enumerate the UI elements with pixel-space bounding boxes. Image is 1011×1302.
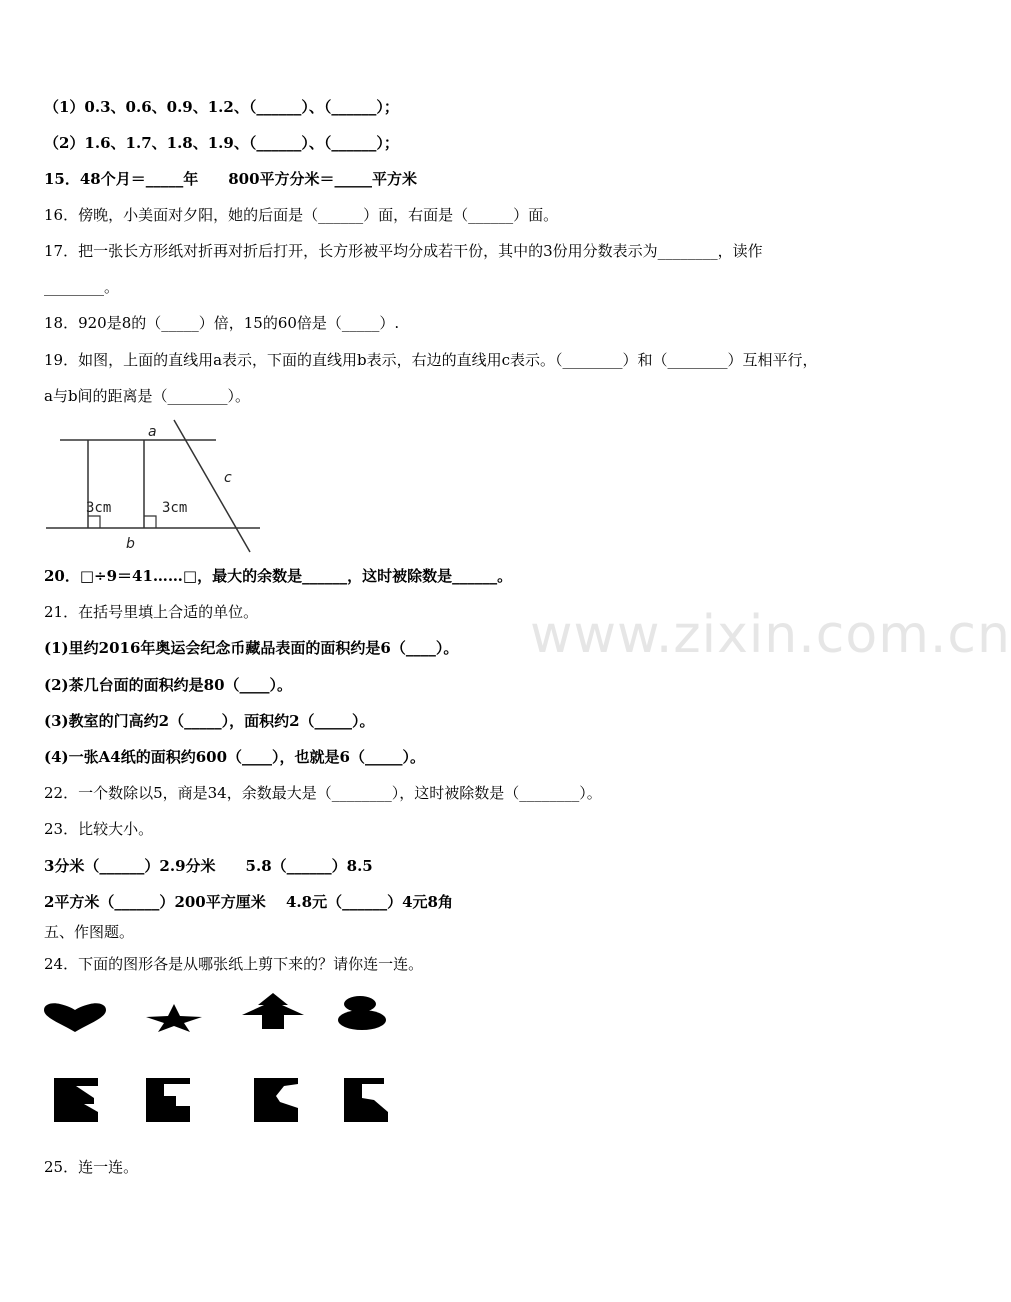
line-a-label: a [148,424,157,440]
section-5-title: 五、作图题。 [44,923,135,941]
question-21-item-4: (4)一张A4纸的面积约600（____），也就是6（_____）。 [44,748,425,766]
question-16: 16．傍晚，小美面对夕阳，她的后面是（______）面，右面是（______）面。 [44,206,559,224]
question-21: 21．在括号里填上合适的单位。 [44,603,259,621]
question-14-part-1: （1）0.3、0.6、0.9、1.2、（______）、（______）； [44,98,399,116]
question-21-item-2: (2)茶几台面的面积约是80（____）。 [44,676,293,694]
question-19-line-1: 19．如图，上面的直线用a表示，下面的直线用b表示，右边的直线用c表示。（________）和（________）互相平行， [44,351,818,369]
question-17-line-2: ________。 [44,278,120,296]
question-21-item-3: (3)教室的门高约2（_____），面积约2（_____）。 [44,712,375,730]
paper-cut-2-icon [146,1078,190,1122]
question-22: 22．一个数除以5，商是34，余数最大是（________），这时被除数是（________）。 [44,784,602,802]
star-icon [144,1002,204,1032]
distance-right-label: 3cm [162,500,188,516]
question-23: 23．比较大小。 [44,820,154,838]
paper-cut-1-icon [54,1078,98,1122]
question-15: 15．48个月＝_____年 800平方分米＝_____平方米 [44,170,418,188]
question-25: 25．连一连。 [44,1158,139,1176]
watermark: www.zixin.com.cn [530,605,1011,665]
paper-cut-4-icon [344,1078,388,1122]
question-20: 20．□÷9＝41……□，最大的余数是______，这时被除数是______。 [44,567,513,585]
line-c-label: c [224,470,232,486]
question-17-line-1: 17．把一张长方形纸对折再对折后打开，长方形被平均分成若干份，其中的3份用分数表示为________，读作 [44,242,763,260]
question-21-item-1: (1)里约2016年奥运会纪念币藏品表面的面积约是6（____）。 [44,639,459,657]
snowman-icon [338,996,390,1030]
question-23-row-1: 3分米（______）2.9分米 5.8（______）8.5 [44,857,373,875]
question-23-row-2: 2平方米（______）200平方厘米 4.8元（______）4元8角 [44,893,453,911]
question-24: 24．下面的图形各是从哪张纸上剪下来的？请你连一连。 [44,955,424,973]
paper-cut-3-icon [254,1078,298,1122]
parallel-lines-figure [40,420,270,560]
question-19-line-2: a与b间的距离是（________）。 [44,387,251,405]
arrow-up-icon [242,993,304,1029]
line-b-label: b [126,536,135,552]
distance-left-label: 3cm [86,500,112,516]
heart-icon [44,1002,106,1032]
question-18: 18．920是8的（_____）倍，15的60倍是（_____）. [44,314,400,332]
question-14-part-2: （2）1.6、1.7、1.8、1.9、（______）、（______）； [44,134,399,152]
